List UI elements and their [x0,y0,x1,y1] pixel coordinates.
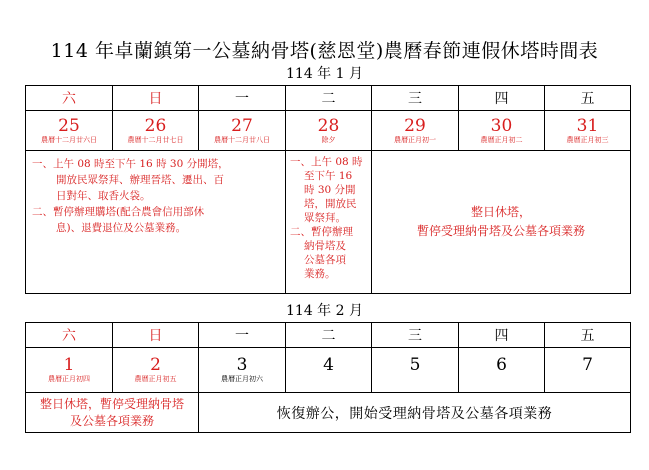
day-number: 3 [236,355,248,375]
date-cell [459,111,545,151]
day-number: 1 [63,355,75,375]
note-line: 塔，開放民 [304,198,357,210]
day-number: 30 [490,115,513,136]
closed-line: 暫停受理納骨塔及公墓各項業務 [416,224,585,238]
date-row [26,348,631,393]
note-line: 公墓各項 [304,254,346,266]
month-label-february: 114 年 2 月 [286,303,363,319]
lunar-date: 農曆十二月廿六日 [41,135,97,144]
date-cell [26,348,113,393]
day-number: 26 [144,115,167,136]
weekday-thu: 四 [459,86,545,111]
lunar-date: 農曆正月初三 [566,135,609,144]
january-table [25,85,631,294]
date-cell [545,348,631,393]
note-line: 開放民眾祭拜、辦理晉塔、遷出、百 [56,174,224,186]
date-cell [199,348,286,393]
date-cell [113,111,199,151]
note-line: 至下午 16 [304,170,353,182]
weekday-mon: 一 [199,323,286,348]
day-number: 31 [576,115,599,136]
weekday-wed: 三 [372,323,459,348]
lunar-date: 農曆十二月廿八日 [214,135,270,144]
note-line: 納骨塔及 [304,240,346,252]
closed-notice-jan [372,151,631,294]
lunar-date: 除夕 [321,135,336,144]
february-table [25,322,631,433]
closed-notice-feb [26,393,199,433]
closed-line: 整日休塔，暫停受理納骨塔 [39,396,184,411]
date-cell [286,111,372,151]
lunar-date [459,375,544,388]
date-cell [26,111,113,151]
day-number: 5 [409,355,421,375]
weekday-sun: 日 [113,323,199,348]
lunar-date [545,375,630,388]
note-line: 一、上午 08 時 [290,156,363,168]
note-line: 二、暫停辦理 [290,226,353,238]
day-number: 2 [150,355,161,375]
note-line: 日對年、取香火袋。 [56,190,151,202]
date-cell [545,111,631,151]
weekday-tue: 二 [286,323,372,348]
day-number: 7 [582,355,593,375]
note-line: 二、暫停辦理購塔(配合農會信用部休 [32,206,205,218]
lunar-date: 農曆正月初六 [221,375,263,383]
resume-notice: 恢復辦公，開始受理納骨塔及公墓各項業務 [199,393,631,433]
lunar-date: 農曆正月初四 [48,375,90,383]
weekday-sun: 日 [113,86,199,111]
date-cell [286,348,372,393]
date-row [26,111,631,151]
notes-jan-28 [286,151,372,294]
lunar-date: 農曆正月初二 [480,135,523,144]
closed-line: 及公墓各項業務 [69,413,154,428]
note-line: 眾祭拜。 [304,212,346,224]
day-number: 25 [58,115,80,136]
day-number: 29 [404,115,426,136]
notes-jan-25-27 [26,151,286,294]
note-line: 一、上午 08 時至下午 16 時 30 分開塔， [32,158,229,170]
date-cell [372,348,459,393]
schedule-row [26,393,631,433]
weekday-row [26,86,631,111]
lunar-date [372,375,458,388]
lunar-date: 農曆正月初一 [394,135,436,144]
schedule-row [26,151,631,294]
day-number: 6 [496,355,507,375]
day-number: 4 [323,355,334,375]
note-line: 時 30 分開 [304,184,356,196]
day-number: 27 [231,115,253,136]
weekday-sat: 六 [26,323,113,348]
date-cell [372,111,459,151]
weekday-fri: 五 [545,86,631,111]
date-cell [459,348,545,393]
weekday-row [26,323,631,348]
closed-line: 整日休塔， [470,205,531,219]
page-title: 114 年卓蘭鎮第一公墓納骨塔(慈恩堂)農曆春節連假休塔時間表 [50,40,599,62]
date-cell [199,111,286,151]
weekday-fri: 五 [545,323,631,348]
weekday-mon: 一 [199,86,286,111]
day-number: 28 [317,115,340,136]
note-line: 息)、退費退位及公墓業務。 [56,222,187,234]
weekday-tue: 二 [286,86,372,111]
lunar-date: 農曆十二月廿七日 [127,135,184,144]
lunar-date [286,375,371,388]
weekday-thu: 四 [459,323,545,348]
weekday-wed: 三 [372,86,459,111]
date-cell [113,348,199,393]
month-label-january: 114 年 1 月 [286,66,363,82]
lunar-date: 農曆正月初五 [134,375,177,383]
weekday-sat: 六 [26,86,113,111]
note-line: 業務。 [304,268,336,280]
